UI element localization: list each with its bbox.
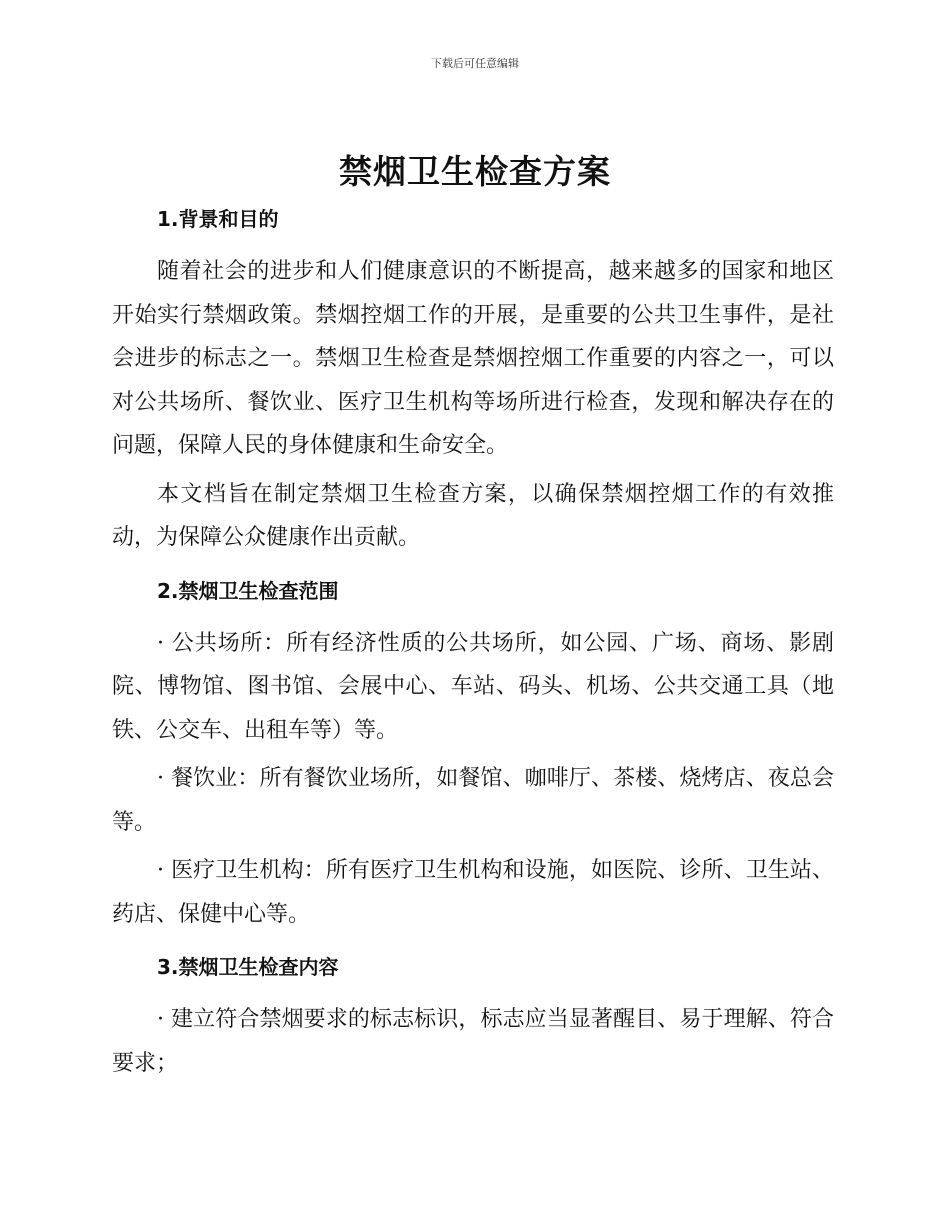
- section-heading: 3.禁烟卫生检查内容: [157, 955, 339, 979]
- paragraph: 本文档旨在制定禁烟卫生检查方案，以确保禁烟控烟工作的有效推动，为保障公众健康作出贡献。: [112, 481, 834, 550]
- section-background: [112, 200, 834, 560]
- section-content: [112, 948, 834, 1085]
- list-item: · 餐饮业：所有餐饮业场所，如餐馆、咖啡厅、茶楼、烧烤店、夜总会等。: [112, 766, 834, 835]
- section-scope: [112, 572, 834, 937]
- document-title: 禁烟卫生检查方案: [339, 152, 611, 191]
- document-body: [112, 200, 834, 1085]
- paragraph: 随着社会的进步和人们健康意识的不断提高，越来越多的国家和地区开始实行禁烟政策。禁烟控烟工作的开展，是重要的公共卫生事件，是社会进步的标志之一。禁烟卫生检查是禁烟控烟工作重要的内容之一，可以对公共场所、餐饮业、医疗卫生机构等场所进行检查，发现和解决存在的问题，保障人民的身体健康和生命安全。: [112, 259, 834, 458]
- list-item: · 建立符合禁烟要求的标志标识，标志应当显著醒目、易于理解、符合要求；: [112, 1007, 834, 1076]
- list-item: · 医疗卫生机构：所有医疗卫生机构和设施，如医院、诊所、卫生站、药店、保健中心等。: [112, 858, 834, 927]
- section-heading: 1.背景和目的: [157, 207, 279, 231]
- list-item: · 公共场所：所有经济性质的公共场所，如公园、广场、商场、影剧院、博物馆、图书馆、会展中心、车站、码头、机场、公共交通工具（地铁、公交车、出租车等）等。: [112, 630, 834, 743]
- header-note: 下载后可任意编辑: [431, 57, 519, 70]
- section-heading: 2.禁烟卫生检查范围: [157, 578, 339, 603]
